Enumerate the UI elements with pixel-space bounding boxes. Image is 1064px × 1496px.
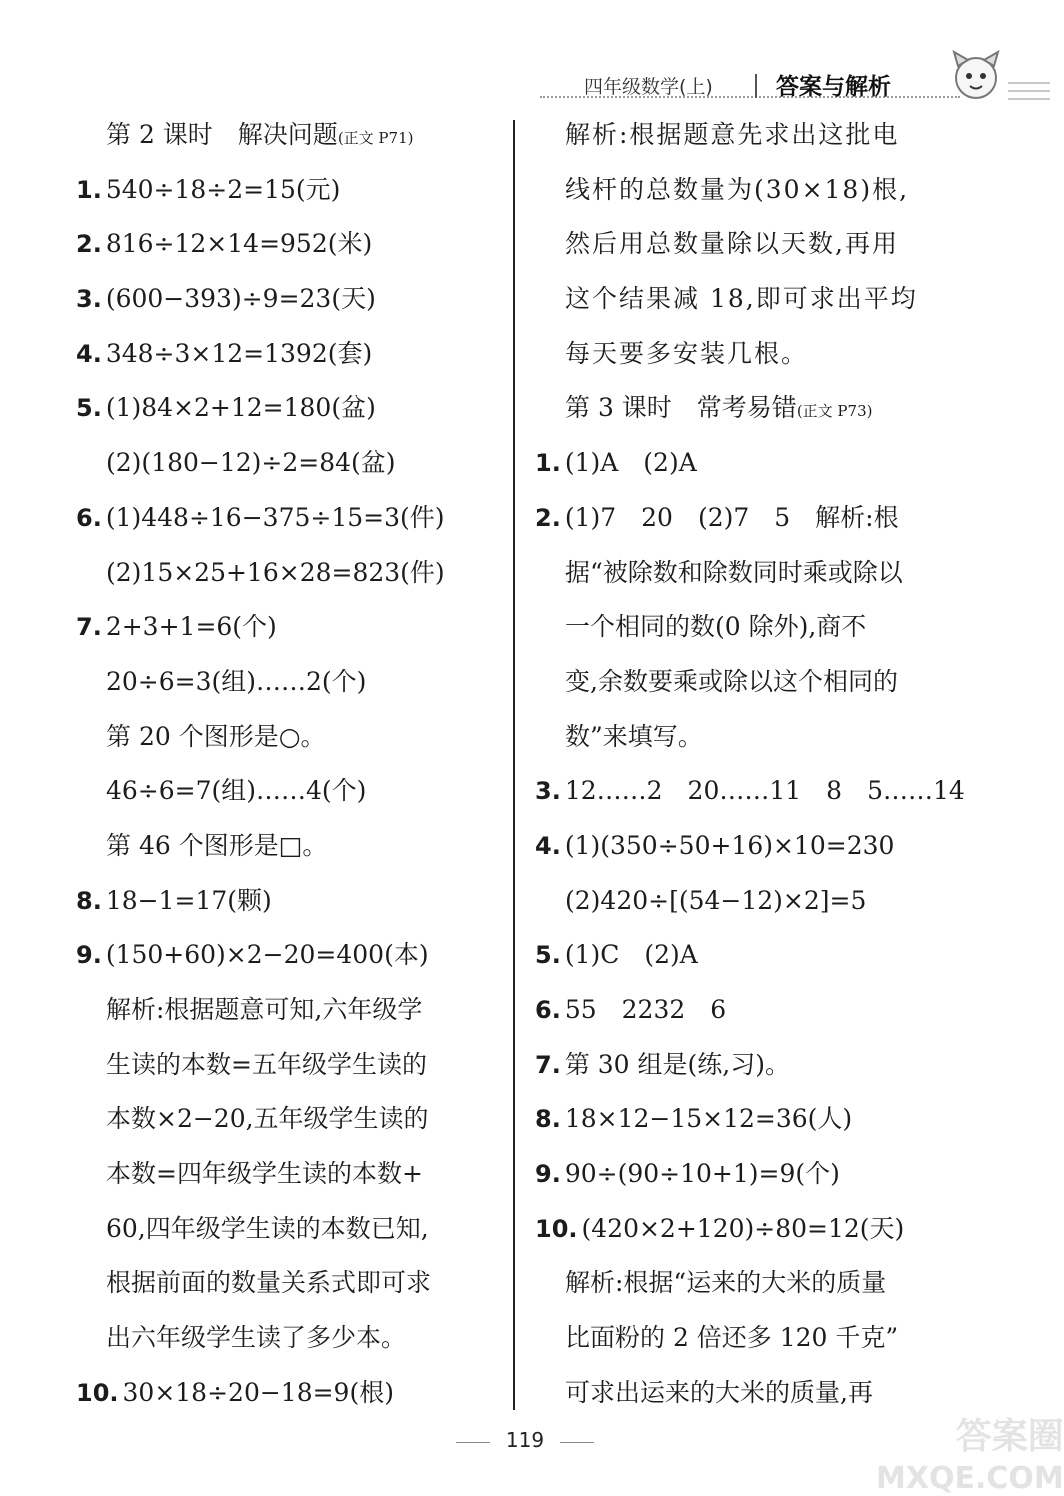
question-number: 3. (535, 777, 561, 806)
question-number: 2. (535, 503, 561, 532)
answer-line (76, 1311, 506, 1366)
question-number: 4. (535, 831, 561, 860)
question-number: 9. (535, 1160, 561, 1189)
answer-text: 可求出运来的大米的质量,再 (565, 1377, 873, 1407)
answer-line (76, 436, 506, 491)
answer-text: 本数×2−20,五年级学生读的 (106, 1104, 429, 1134)
answer-text: (1)448÷16−375÷15=3(件) (105, 502, 445, 532)
lesson-title: 第 2 课时 解决问题 (106, 120, 338, 149)
answer-line (76, 1256, 506, 1311)
answer-line (76, 764, 506, 819)
answer-text: 出六年级学生读了多少本。 (106, 1323, 407, 1353)
question-number: 2. (76, 230, 102, 259)
answer-text: 60,四年级学生读的本数已知, (106, 1213, 429, 1243)
answer-text: (1)(350÷50+16)×10=230 (564, 830, 895, 860)
question-number: 9. (76, 941, 102, 970)
lesson-source: (正文 P71) (337, 129, 414, 147)
answer-text: 本数=四年级学生读的本数+ (106, 1159, 423, 1189)
answer-line (76, 983, 506, 1038)
answer-line (535, 1311, 965, 1366)
answer-text: (420×2+120)÷80=12(天) (581, 1213, 905, 1243)
right-column (535, 108, 965, 1421)
answer-line (535, 1256, 965, 1311)
left-answer-list (76, 163, 506, 1421)
watermark-site: MXQE.COM (876, 1461, 1064, 1496)
question-number: 4. (76, 339, 102, 368)
answer-text: 一个相同的数(0 除外),商不 (565, 612, 867, 642)
answer-text: 第 20 个图形是○。 (106, 721, 326, 751)
answer-text: (2)420÷[(54−12)×2]=5 (565, 885, 867, 915)
answer-text: (1)C (2)A (564, 940, 698, 970)
lesson-source: (正文 P73) (796, 402, 873, 421)
column-divider (513, 120, 515, 1410)
page-number: 119 (505, 1428, 545, 1452)
answer-line (535, 710, 965, 765)
answer-line (76, 655, 506, 710)
question-number: 5. (76, 394, 102, 423)
answer-line (76, 1202, 506, 1257)
answer-text: 20÷6=3(组)……2(个) (106, 666, 367, 696)
header-subject: 四年级数学(上) (584, 76, 713, 98)
answer-line (76, 874, 506, 929)
answer-line (76, 1092, 506, 1147)
answer-line (535, 1038, 965, 1093)
answer-line (535, 436, 965, 491)
answer-line (76, 600, 506, 655)
analysis-line: 线杆的总数量为(30×18)根, (565, 174, 910, 204)
question-number: 10. (76, 1378, 119, 1407)
answer-line (76, 710, 506, 765)
answer-text: 18×12−15×12=36(人) (564, 1104, 853, 1134)
answer-text: 90÷(90÷10+1)=9(个) (564, 1159, 840, 1189)
answer-line (535, 600, 965, 655)
answer-line (535, 491, 965, 546)
right-answer-list (535, 436, 965, 1420)
answer-line (535, 928, 965, 983)
answer-line (76, 546, 506, 601)
answer-line (76, 272, 506, 327)
answer-line (535, 1092, 965, 1147)
watermark-brand: 答案圈 (955, 1416, 1064, 1457)
answer-text: 816÷12×14=952(米) (105, 229, 373, 259)
answer-line (76, 381, 506, 436)
answer-line (535, 1202, 965, 1257)
footer-rule (456, 1442, 490, 1443)
footer-rule (560, 1442, 594, 1443)
answer-text: 比面粉的 2 倍还多 120 千克” (565, 1323, 899, 1353)
answer-line (76, 928, 506, 983)
answer-line (76, 491, 506, 546)
question-number: 7. (535, 1050, 561, 1079)
answer-text: 变,余数要乘或除以这个相同的 (565, 666, 898, 696)
question-number: 6. (535, 996, 561, 1024)
analysis-line: 这个结果减 18,即可求出平均 (565, 284, 918, 314)
analysis-line: 解析:根据题意先求出这批电 (565, 120, 900, 149)
answer-line (535, 546, 965, 601)
answer-line (535, 764, 965, 819)
header-title: 答案与解析 (776, 74, 891, 100)
answer-text: 生读的本数=五年级学生读的 (106, 1049, 427, 1079)
answer-line (535, 819, 965, 874)
answer-text: 540÷18÷2=15(元) (105, 174, 341, 204)
answer-text: 解析:根据“运来的大米的质量 (565, 1268, 887, 1298)
header-decor-lines (1008, 82, 1050, 106)
lesson-heading-right (535, 381, 965, 436)
lesson-title: 第 3 课时 常考易错 (565, 393, 797, 423)
question-number: 8. (535, 1105, 561, 1134)
analysis-line: 每天要多安装几根。 (565, 338, 809, 368)
answer-text: 12……2 20……11 8 5……14 (564, 776, 965, 806)
question-number: 8. (76, 886, 102, 915)
answer-text: 数”来填写。 (565, 721, 703, 751)
question-number: 3. (76, 285, 102, 314)
answer-line (76, 1038, 506, 1093)
question-number: 7. (76, 613, 102, 642)
answer-text: 第 30 组是(练,习)。 (564, 1049, 790, 1079)
mascot-icon (948, 48, 1004, 108)
answer-line (535, 874, 965, 929)
answer-text: 根据前面的数量关系式即可求 (106, 1268, 432, 1298)
header-separator (755, 74, 757, 98)
answer-line (535, 983, 965, 1038)
left-column (76, 108, 506, 1421)
answer-line (76, 217, 506, 272)
answer-line (76, 1366, 506, 1421)
answer-text: (600−393)÷9=23(天) (105, 284, 376, 314)
watermark-logo (876, 1408, 1064, 1496)
right-continued-analysis (535, 108, 965, 381)
answer-line (535, 1147, 965, 1202)
answer-text: (2)(180−12)÷2=84(盆) (106, 448, 396, 478)
answer-text: 2+3+1=6(个) (105, 612, 277, 642)
answer-text: (1)84×2+12=180(盆) (105, 393, 376, 423)
answer-line (76, 163, 506, 218)
answer-text: (2)15×25+16×28=823(件) (106, 557, 445, 587)
lesson-heading-left (76, 108, 506, 163)
answer-text: 46÷6=7(组)……4(个) (106, 776, 367, 806)
answer-text: 解析:根据题意可知,六年级学 (106, 995, 423, 1024)
answer-text: (150+60)×2−20=400(本) (105, 940, 429, 970)
question-number: 6. (76, 503, 102, 532)
question-number: 10. (535, 1214, 578, 1243)
answer-line (76, 819, 506, 874)
question-number: 1. (535, 449, 561, 478)
answer-text: 据“被除数和除数同时乘或除以 (565, 557, 903, 587)
answer-text: 18−1=17(颗) (105, 885, 272, 915)
answer-line (535, 655, 965, 710)
answer-text: 55 2232 6 (564, 995, 727, 1024)
answer-text: 第 46 个图形是□。 (106, 830, 328, 860)
answer-text: (1)A (2)A (564, 448, 697, 478)
answer-line (76, 327, 506, 382)
answer-line (76, 1147, 506, 1202)
answer-text: 348÷3×12=1392(套) (105, 338, 373, 368)
answer-text: (1)7 20 (2)7 5 解析:根 (564, 502, 899, 532)
question-number: 5. (535, 941, 561, 970)
question-number: 1. (76, 175, 102, 204)
analysis-line: 然后用总数量除以天数,再用 (565, 229, 899, 259)
answer-text: 30×18÷20−18=9(根) (122, 1377, 394, 1407)
